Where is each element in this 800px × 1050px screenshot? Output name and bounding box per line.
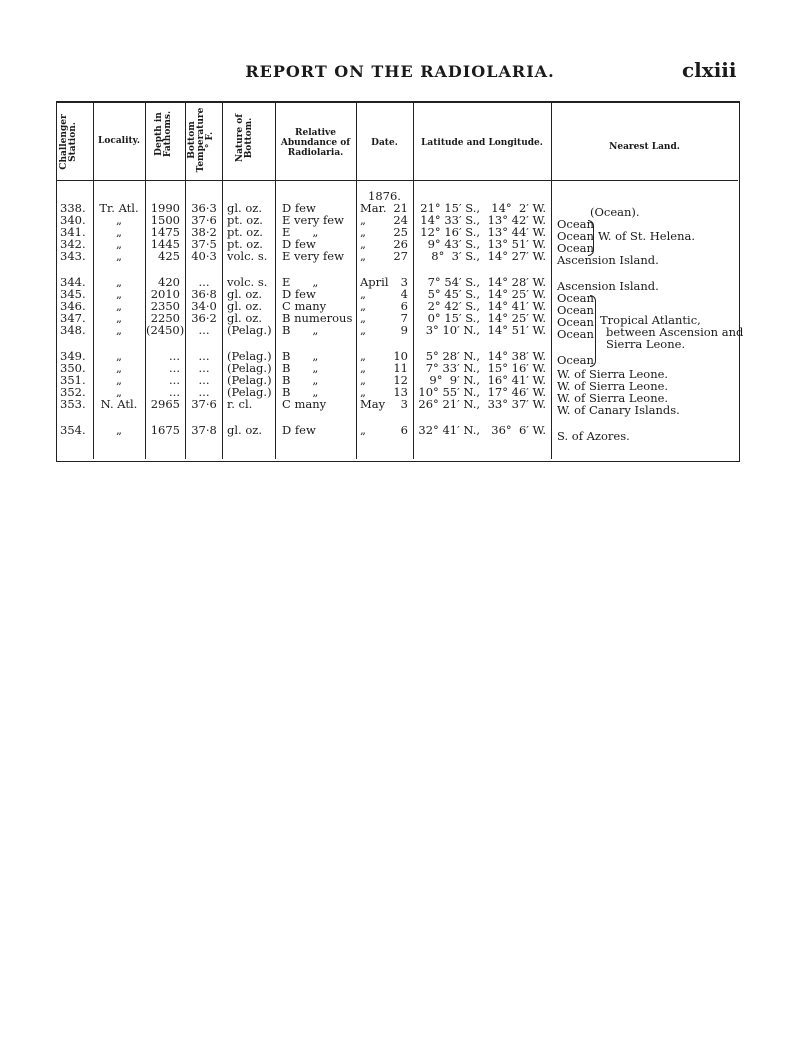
cell-station: 350. [60,361,86,375]
land-entry: Ocean [557,291,594,305]
cell-abundance: D few [282,237,316,251]
cell-nature: (Pelag.) [227,349,272,363]
cell-station: 338. [60,201,86,215]
cell-lat: 21° 15′ S., [420,201,480,215]
cell-abundance: B „ [282,361,319,375]
cell-temp: 36·3 [191,201,217,215]
header-depth: Depth in Fathoms. [154,110,173,158]
header-temperature: Bottom Temperature ° F. [187,107,215,173]
cell-abundance: D few [282,201,316,215]
land-entry: W. of Sierra Leone. [557,367,669,381]
cell-abundance: D few [282,423,316,437]
cell-depth: 2010 [150,287,180,301]
cell-nature: pt. oz. [227,237,263,251]
cell-depth: 420 [158,275,180,289]
cell-day: 6 [400,299,408,313]
cell-abundance: B „ [282,349,319,363]
cell-station: 352. [60,385,86,399]
cell-day: 25 [393,225,408,239]
cell-station: 345. [60,287,86,301]
cell-depth: 425 [158,249,180,263]
cell-month: May [360,397,386,411]
cell-station: 347. [60,311,86,325]
cell-temp: 34·0 [191,299,217,313]
cell-lat: 0° 15′ S., [427,311,480,325]
cell-station: 346. [60,299,86,313]
cell-station: 354. [60,423,86,437]
column-divider [93,101,94,459]
cell-month: „ [360,287,366,301]
header-rule [56,180,738,181]
cell-abundance: B „ [282,373,319,387]
land-entry: Ocean [557,327,594,341]
cell-abundance: E „ [282,225,319,239]
year-label: 1876. [368,189,401,203]
cell-abundance: E „ [282,275,319,289]
cell-lon: 14° 28′ W. [487,275,546,289]
cell-locality: „ [116,237,122,251]
header-nearest-land: Nearest Land. [609,142,680,152]
cell-depth: ... [169,373,180,387]
cell-month: „ [360,237,366,251]
cell-locality: „ [116,275,122,289]
cell-depth: 1475 [150,225,180,239]
cell-temp: 37·5 [191,237,217,251]
cell-day: 26 [393,237,408,251]
cell-nature: gl. oz. [227,423,262,437]
cell-month: „ [360,249,366,263]
brace [590,295,596,367]
cell-nature: gl. oz. [227,311,262,325]
cell-station: 349. [60,349,86,363]
cell-day: 10 [393,349,408,363]
cell-lat: 2° 42′ S., [427,299,480,313]
cell-abundance: B numerous [282,311,353,325]
cell-nature: (Pelag.) [227,373,272,387]
cell-nature: volc. s. [227,275,268,289]
cell-day: 27 [393,249,408,263]
cell-nature: pt. oz. [227,213,263,227]
land-entry: Ocean [557,353,594,367]
cell-station: 348. [60,323,86,337]
cell-depth: 1500 [150,213,180,227]
cell-month: „ [360,373,366,387]
cell-temp: 37·6 [191,397,217,411]
cell-abundance: E very few [282,213,344,227]
cell-lon: 15° 16′ W. [487,361,546,375]
land-entry: Ocean [557,315,594,329]
cell-depth: 2250 [150,311,180,325]
cell-month: „ [360,311,366,325]
cell-lat: 12° 16′ S., [420,225,480,239]
cell-station: 341. [60,225,86,239]
header-latlon: Latitude and Longitude. [421,138,543,148]
cell-lon: 14° 41′ W. [487,299,546,313]
cell-lon: 13° 51′ W. [487,237,546,251]
cell-lat: 26° 21′ N., [418,397,480,411]
land-group: W. of St. Helena. [598,229,696,243]
cell-depth: 1445 [150,237,180,251]
cell-station: 351. [60,373,86,387]
land-entry: (Ocean). [590,205,640,219]
brace [588,220,594,256]
column-divider [551,101,552,459]
cell-day: 7 [400,311,408,325]
cell-nature: pt. oz. [227,225,263,239]
land-group: Tropical Atlantic, [600,313,701,327]
cell-lat: 10° 55′ N., [418,385,480,399]
cell-locality: „ [116,225,122,239]
cell-lat: 9° 9′ N., [429,373,480,387]
cell-lat: 5° 28′ N., [425,349,480,363]
land-group: Sierra Leone. [606,337,686,351]
cell-lon: 33° 37′ W. [487,397,546,411]
cell-lon: 13° 44′ W. [487,225,546,239]
cell-lat: 8° 3′ S., [431,249,480,263]
cell-day: 21 [393,201,408,215]
cell-abundance: B „ [282,385,319,399]
cell-locality: Tr. Atl. [99,201,139,215]
cell-temp: ... [198,275,210,289]
page-header-title: REPORT ON THE RADIOLARIA. [245,62,555,81]
land-entry: Ocean [557,303,594,317]
cell-lat: 7° 33′ N., [425,361,480,375]
cell-temp: 40·3 [191,249,217,263]
land-entry: Ocean [557,229,594,243]
cell-nature: gl. oz. [227,299,262,313]
cell-lon: 14° 2′ W. [491,201,546,215]
cell-day: 13 [393,385,408,399]
header-nature: Nature of Bottom. [235,113,254,163]
cell-locality: „ [116,373,122,387]
cell-temp: 36·2 [191,311,217,325]
cell-day: 3 [400,397,408,411]
cell-nature: (Pelag.) [227,361,272,375]
cell-day: 4 [400,287,408,301]
land-entry: W. of Sierra Leone. [557,391,669,405]
cell-locality: „ [116,213,122,227]
cell-depth: 2350 [150,299,180,313]
cell-nature: (Pelag.) [227,323,272,337]
cell-lon: 14° 38′ W. [487,349,546,363]
land-entry: Ascension Island. [557,253,659,267]
cell-temp: ... [198,373,210,387]
cell-month: „ [360,361,366,375]
cell-lon: 16° 41′ W. [487,373,546,387]
cell-nature: (Pelag.) [227,385,272,399]
cell-nature: gl. oz. [227,287,262,301]
cell-nature: r. cl. [227,397,253,411]
cell-lon: 14° 25′ W. [487,287,546,301]
cell-temp: ... [198,323,210,337]
cell-depth: 1990 [150,201,180,215]
cell-temp: ... [198,349,210,363]
cell-lat: 7° 54′ S., [427,275,480,289]
cell-day: 11 [393,361,408,375]
cell-depth: ... [169,385,180,399]
cell-temp: 37·6 [191,213,217,227]
land-entry: W. of Sierra Leone. [557,379,669,393]
cell-abundance: E very few [282,249,344,263]
cell-locality: „ [116,311,122,325]
cell-day: 3 [400,275,408,289]
cell-month: April [360,275,389,289]
cell-day: 12 [393,373,408,387]
cell-lon: 14° 51′ W. [487,323,546,337]
cell-lat: 3° 10′ N., [425,323,480,337]
cell-nature: volc. s. [227,249,268,263]
cell-station: 344. [60,275,86,289]
cell-temp: 36·8 [191,287,217,301]
cell-day: 24 [393,213,408,227]
cell-station: 343. [60,249,86,263]
cell-abundance: C many [282,299,327,313]
cell-lon: 36° 6′ W. [491,423,546,437]
cell-station: 342. [60,237,86,251]
cell-nature: gl. oz. [227,201,262,215]
cell-lon: 13° 42′ W. [487,213,546,227]
cell-locality: „ [116,323,122,337]
cell-locality: „ [116,287,122,301]
cell-month: „ [360,349,366,363]
land-entry: Ocean [557,241,594,255]
cell-depth: 1675 [150,423,180,437]
cell-depth: 2965 [150,397,180,411]
cell-month: Mar. [360,201,387,215]
header-abundance: Relative Abundance of Radiolaria. [280,128,351,158]
cell-locality: „ [116,361,122,375]
land-entry: W. of Canary Islands. [557,403,680,417]
land-entry: Ocean [557,217,594,231]
cell-depth: (2450) [146,323,185,337]
cell-month: „ [360,385,366,399]
cell-temp: ... [198,361,210,375]
cell-lon: 17° 46′ W. [487,385,546,399]
land-entry: Ascension Island. [557,279,659,293]
cell-lon: 14° 27′ W. [487,249,546,263]
column-divider [222,101,223,459]
cell-locality: „ [116,299,122,313]
cell-month: „ [360,225,366,239]
column-divider [413,101,414,459]
column-divider [356,101,357,459]
cell-temp: 38·2 [191,225,217,239]
cell-depth: ... [169,349,180,363]
cell-lon: 14° 25′ W. [487,311,546,325]
cell-abundance: D few [282,287,316,301]
header-locality: Locality. [98,136,140,146]
cell-month: „ [360,213,366,227]
land-entry: S. of Azores. [557,429,630,443]
land-group: between Ascension and [606,325,744,339]
cell-locality: „ [116,249,122,263]
cell-day: 6 [400,423,408,437]
header-date: Date. [371,138,398,148]
cell-temp: 37·8 [191,423,217,437]
cell-temp: ... [198,385,210,399]
cell-locality: „ [116,349,122,363]
cell-station: 340. [60,213,86,227]
cell-day: 9 [400,323,408,337]
cell-station: 353. [60,397,86,411]
cell-lat: 32° 41′ N., [418,423,480,437]
cell-locality: N. Atl. [100,397,138,411]
cell-abundance: B „ [282,323,319,337]
cell-lat: 5° 45′ S., [427,287,480,301]
cell-locality: „ [116,423,122,437]
cell-month: „ [360,423,366,437]
cell-month: „ [360,323,366,337]
column-divider [185,101,186,459]
cell-lat: 9° 43′ S., [427,237,480,251]
cell-depth: ... [169,361,180,375]
cell-month: „ [360,299,366,313]
header-station: Challenger Station. [59,114,78,170]
cell-abundance: C many [282,397,327,411]
page-number: clxiii [682,58,737,82]
cell-locality: „ [116,385,122,399]
cell-lat: 14° 33′ S., [420,213,480,227]
